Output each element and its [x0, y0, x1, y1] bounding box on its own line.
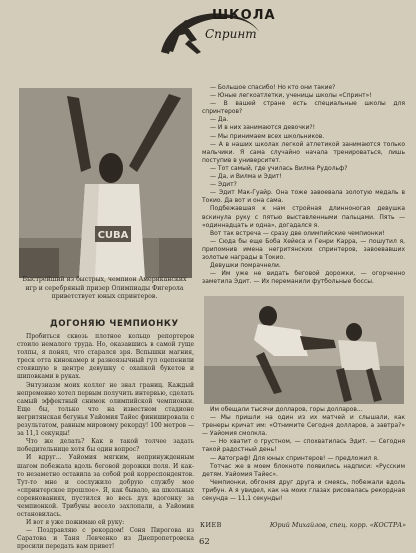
logo-word-school: ШКОЛА: [212, 8, 276, 23]
paragraph: Тотчас же в моем блокноте появились надписи: «Русским детям. Уайомия Тайес».: [202, 462, 405, 478]
paragraph: Подбежавшая к нам стройная длинноногая девушка вскинула руку с пятью выставленными пальцами. Пять — «одиннадцать и одна», догадался я.: [202, 205, 405, 229]
athlete-photo-caption: Быстрейший из быстрых, чемпион Американских игр и серебряный призер Олимпиады Фигерола приветствует юных спринтеров.: [22, 276, 187, 301]
paragraph: — Да.: [210, 116, 229, 124]
right-column-text: [202, 84, 405, 286]
paragraph: — Большое спасибо! Но кто они такие?: [210, 84, 336, 91]
paragraph: — Эдит Мак-Гуайр. Она тоже завоевала золотую медаль в Токио. Да вот и она сама.: [202, 189, 405, 205]
paragraph: Что же делать? Как в такой толчее задать победительнице хотя бы один вопрос?: [17, 438, 194, 454]
paragraph: — Мы принимаем всех школьников.: [210, 132, 325, 140]
page-number: 62: [199, 537, 210, 547]
paragraph: Чемпионки, обгоняя друг друга и смеясь, побежали вдоль трибун. А я увидел, как на моих глазах рисовалась рекордная секунда — 11,1 секунды!: [202, 478, 405, 503]
paragraph: — Автограф! Для юных спринтеров! — предложил я.: [210, 454, 379, 462]
paragraph: И вот я уже пожимаю ей руку:: [26, 519, 125, 527]
article-heading: ДОГОНЯЮ ЧЕМПИОНКУ: [50, 319, 179, 329]
paragraph: — Да, и Вилма и Эдит!: [210, 173, 282, 181]
paragraph: — Но хватит о грустном, — спохватилась Эдит. — Сегодня такой радостный день!: [202, 438, 405, 454]
left-column-text: [17, 333, 194, 552]
paragraph: — И в них занимаются девочки?!: [210, 124, 315, 132]
paragraph: Девушки помрачнели.: [210, 262, 281, 270]
logo-word-sprint: Спринт: [205, 27, 257, 41]
athlete-photo: [19, 88, 192, 278]
runners-photo: [204, 296, 404, 404]
paragraph: — Мы пришли на один из их матчей и слышали, как тренеры кричат им: «Отнимите Сегодня долларов, а завтра?» — Уайомия смолкла.: [202, 414, 405, 438]
right-column-text-bottom: [202, 406, 405, 503]
paragraph: И вдруг... Уайомия мягким, непринужденным шагом побежала вдоль беговой дорожки поля. И как-то незаметно оставила за собой рой корреспондентов. Тут-то мне и сослужило добрую службу мое «спринтерское прошлое». Я, как бывало, на школьных соревнованиях, пустился во весь дух вдогонку за чемпионкой. Трибуны весело захлопали, а Уайомия остановилась.: [17, 454, 194, 519]
paragraph: Им обещали тысячи долларов, горы долларов...: [210, 406, 363, 413]
paragraph: — Поздравляю с рекордом! Соня Пирогова из Саратова и Таня Левченко из Днепропетровска просили передать вам привет!: [17, 527, 194, 551]
paragraph: — Сюда бы еще Боба Хейеса и Генри Карра, — пошутил я, припомнив имена негритянских спринтеров, завоевавших золотые награды в Токио.: [202, 237, 405, 261]
paragraph: — А в наших школах легкой атлетикой занимаются только мальчики. Я сама случайно начала тренироваться, лишь поступив в университет.: [202, 140, 405, 164]
paragraph: — Юные легкоатлетки, ученицы школы «Спринт»!: [210, 92, 372, 100]
paragraph: — В вашей стране есть специальные школы для спринтеров?: [202, 100, 405, 116]
paragraph: — Им уже не видать беговой дорожки, — огорченно заметила Эдит. — Их переманили футбольные боссы.: [202, 270, 405, 286]
signature-author: Юрий Михайлов, спец. корр. «КОСТРА»: [269, 521, 406, 529]
paragraph: — Эдит?: [210, 181, 237, 189]
paragraph: Энтузиазм моих коллег не знал границ. Каждый непременно хотел первым получить интервью, сделать самый эффектный снимок олимпийской чемпионки. Еще бы, только что на известном стадионе негритянская бегунья Уайомия Тайес финишировала с результатом, равным мировому рекорду! 100 метров — за 11,1 секунды!: [17, 381, 194, 438]
paragraph: — Тот самый, где училась Вилма Рудольф?: [210, 164, 348, 172]
paragraph: Вот так встреча — сразу две олимпийские чемпионки!: [210, 229, 385, 237]
signature-city: КИЕВ: [200, 521, 222, 529]
svg-text:CUBA: CUBA: [97, 230, 129, 241]
paragraph: Пробиться сквозь плотное кольцо репортеров стоило немалого труда. Но, оказавшись в самой гуще толпы, я понял, что старался зря. Вспышки магния, треск отта кинокамер и разноязычный гул оцепенили стоявшую в центре девушку с охапкой букетов и шиповками в руках.: [17, 333, 194, 381]
